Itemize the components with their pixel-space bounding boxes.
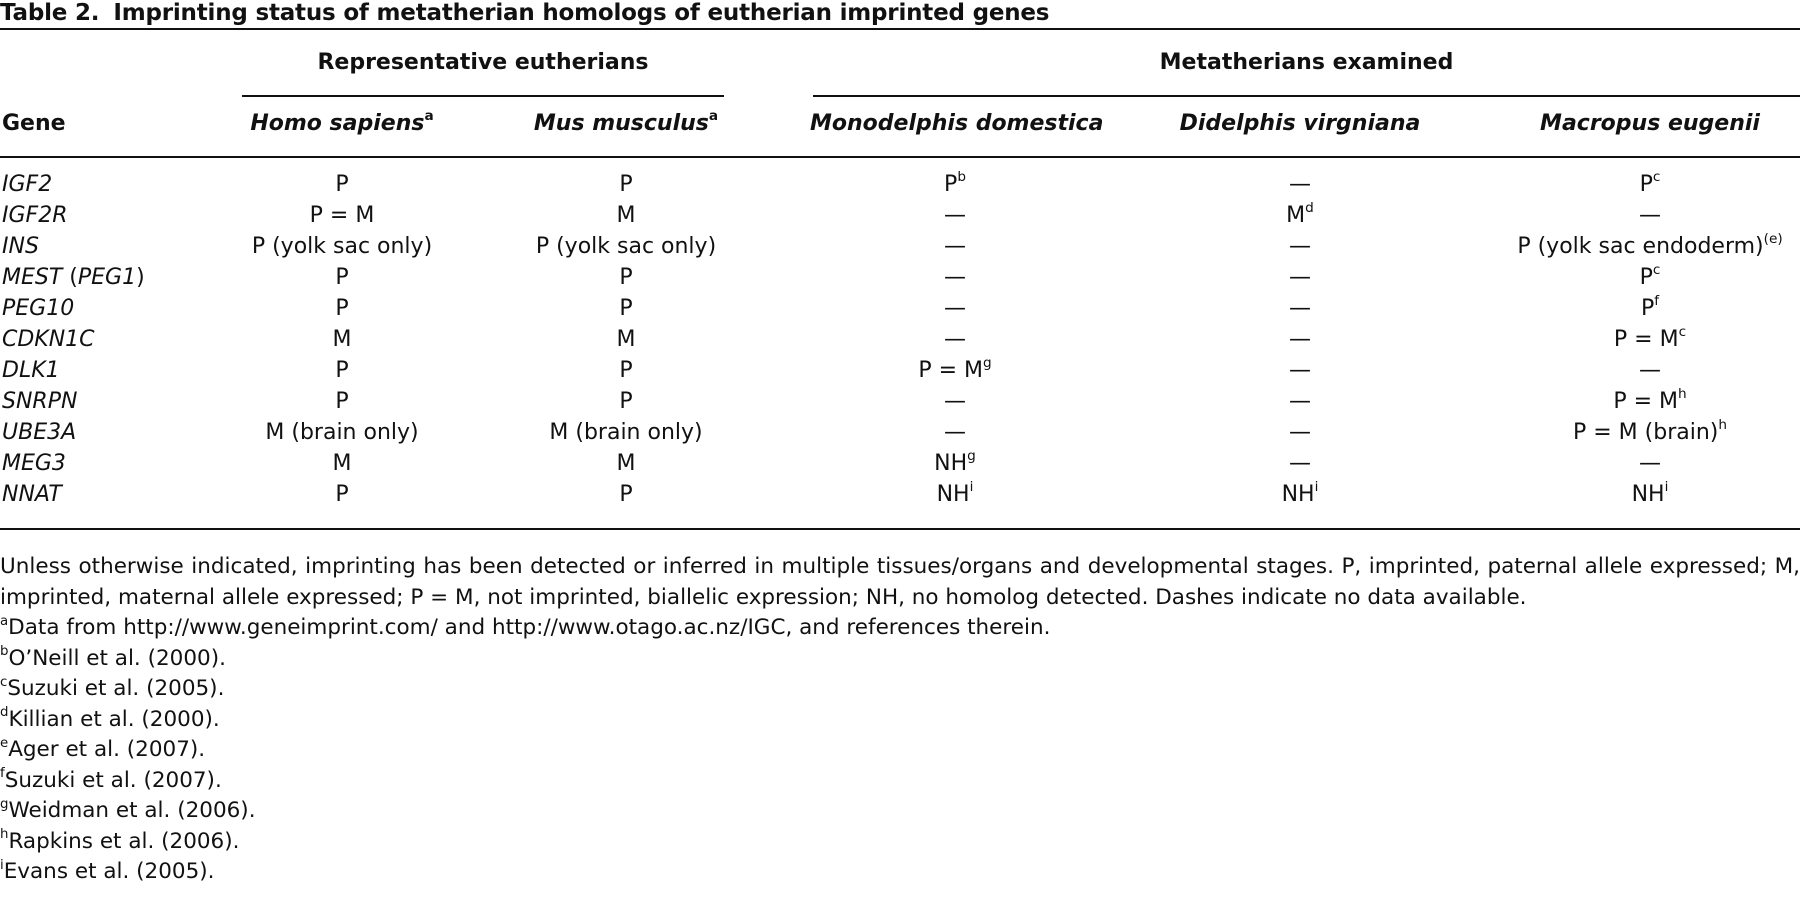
cell-mus-musculus: P <box>619 482 633 507</box>
cell-macropus: P (yolk sac endoderm)$^{(e)}$ <box>1517 231 1783 259</box>
cell-mus-musculus: P <box>619 172 633 197</box>
cell-didelphis: — <box>1289 327 1311 352</box>
cell-homo-sapiens: P <box>335 296 349 321</box>
gene-cell: INS <box>2 234 39 259</box>
column-header-didelphis-virgniana: Didelphis virgniana <box>1179 111 1421 136</box>
cell-monodelphis: $NH^i$ <box>936 479 974 507</box>
cell-homo-sapiens: P <box>335 172 349 197</box>
footnote-list <box>0 613 1800 888</box>
group-header-eutherians: Representative eutherians <box>317 50 649 75</box>
column-header-macropus-eugenii: Macropus eugenii <box>1540 111 1760 136</box>
cell-homo-sapiens: P = M <box>309 203 375 228</box>
cell-homo-sapiens: P <box>335 389 349 414</box>
cell-monodelphis: — <box>944 234 966 259</box>
footnote-marker: c <box>1678 324 1687 341</box>
cell-didelphis: — <box>1289 451 1311 476</box>
cell-mus-musculus: P <box>619 358 633 383</box>
footnote-marker: c <box>1652 262 1661 279</box>
footnote-marker: d <box>1305 200 1314 217</box>
group-header-metatherians: Metatherians examined <box>1159 50 1454 75</box>
table-row <box>0 231 1800 265</box>
cell-mus-musculus: M <box>616 327 636 352</box>
cell-mus-musculus: P <box>619 296 633 321</box>
table-row <box>0 448 1800 482</box>
top-rule <box>0 28 1800 30</box>
footnote: $^g$Weidman et al. (2006). <box>0 796 256 823</box>
footnote-marker: a <box>708 108 719 125</box>
cell-macropus: P = M (brain)$^h$ <box>1572 417 1727 445</box>
cell-monodelphis: — <box>944 327 966 352</box>
footnote-marker: f <box>1654 293 1660 310</box>
header-rule <box>0 156 1800 158</box>
table-label: Table 2. <box>0 0 100 26</box>
gene-cell: IGF2R <box>2 203 68 228</box>
footnote: $^f$Suzuki et al. (2007). <box>0 766 222 793</box>
column-header-monodelphis-domestica: Monodelphis domestica <box>810 111 1104 136</box>
footnote-marker: g <box>983 355 992 372</box>
footnote-marker: d <box>0 705 9 721</box>
cell-macropus: $P = M^c$ <box>1613 324 1687 352</box>
table-notes <box>0 552 1800 888</box>
cell-mus-musculus: M (brain only) <box>549 420 703 445</box>
footnote-marker: i <box>1664 479 1669 496</box>
table-row <box>0 479 1800 513</box>
footnote: $^d$Killian et al. (2000). <box>0 705 220 732</box>
cell-monodelphis: $P = M^g$ <box>918 355 992 383</box>
footnote: $^i$Evans et al. (2005). <box>0 857 215 884</box>
footnote-marker: b <box>0 644 9 660</box>
footnote-marker: i <box>1314 479 1319 496</box>
table-legend: Unless otherwise indicated, imprinting has been detected or inferred in multiple tissues/organs and developmental stages. P, imprinted, paternal allele expressed; M, imprinted, maternal allele expressed; P = M, not imprinted, biallelic expression; NH, no homolog detected. Dashes indicate no data available. <box>0 554 1800 610</box>
cell-didelphis: — <box>1289 234 1311 259</box>
table-row <box>0 200 1800 234</box>
table-row <box>0 355 1800 389</box>
cell-monodelphis: $P^b$ <box>944 169 966 197</box>
cell-didelphis: — <box>1289 296 1311 321</box>
bottom-rule <box>0 528 1800 530</box>
footnote-marker: h <box>0 827 9 843</box>
cell-didelphis: — <box>1289 420 1311 445</box>
table-row <box>0 169 1800 203</box>
cell-homo-sapiens: M (brain only) <box>265 420 419 445</box>
footnote: $^e$Ager et al. (2007). <box>0 735 206 762</box>
gene-cell: MEG3 <box>2 451 66 476</box>
metatherians-span-rule <box>813 95 1800 97</box>
footnote-marker: c <box>1652 169 1661 186</box>
cell-mus-musculus: P <box>619 265 633 290</box>
cell-monodelphis: $NH^g$ <box>934 448 976 476</box>
table-row <box>0 262 1800 296</box>
cell-macropus: $NH^i$ <box>1631 479 1669 507</box>
footnote-marker: i <box>969 479 974 496</box>
cell-didelphis: — <box>1289 389 1311 414</box>
cell-monodelphis: — <box>944 296 966 321</box>
cell-didelphis: — <box>1289 172 1311 197</box>
footnote: $^b$O’Neill et al. (2000). <box>0 644 226 671</box>
eutherians-span-rule <box>242 95 724 97</box>
table-title <box>0 0 1049 26</box>
footnote-marker: c <box>0 674 8 690</box>
cell-monodelphis: — <box>944 420 966 445</box>
gene-cell: UBE3A <box>2 420 77 445</box>
cell-macropus: — <box>1639 451 1661 476</box>
column-header-mus-musculus: Mus musculus$^a$ <box>533 108 719 136</box>
cell-macropus: — <box>1639 358 1661 383</box>
cell-macropus: — <box>1639 203 1661 228</box>
table-body <box>0 169 1800 513</box>
cell-homo-sapiens: P <box>335 358 349 383</box>
cell-homo-sapiens: M <box>332 327 352 352</box>
gene-cell: DLK1 <box>2 358 60 383</box>
table-row <box>0 293 1800 327</box>
cell-macropus: $P = M^h$ <box>1613 386 1687 414</box>
footnote-marker: e <box>0 735 9 751</box>
footnote: $^c$Suzuki et al. (2005). <box>0 674 225 701</box>
footnote-marker: a <box>0 613 9 629</box>
cell-didelphis: $NH^i$ <box>1281 479 1319 507</box>
column-header-homo-sapiens: Homo sapiens$^a$ <box>250 108 434 136</box>
cell-homo-sapiens: P <box>335 265 349 290</box>
footnote-marker: g <box>967 448 976 465</box>
cell-monodelphis: — <box>944 265 966 290</box>
gene-cell: CDKN1C <box>2 327 95 352</box>
footnote-marker: h <box>1678 386 1687 403</box>
footnote-marker: a <box>424 108 434 125</box>
gene-cell: SNRPN <box>2 389 78 414</box>
table-row <box>0 386 1800 420</box>
footnote: $^a$Data from http://www.geneimprint.com/ and http://www.otago.ac.nz/IGC, and references therein. <box>0 613 1051 640</box>
table-caption: Imprinting status of metatherian homologs of eutherian imprinted genes <box>113 0 1050 26</box>
cell-macropus: $P^f$ <box>1640 293 1660 321</box>
gene-cell: NNAT <box>2 482 62 507</box>
cell-mus-musculus: P <box>619 389 633 414</box>
footnote-marker: b <box>957 169 966 186</box>
footnote-marker: g <box>0 796 9 812</box>
cell-mus-musculus: M <box>616 451 636 476</box>
footnote-marker: i <box>0 857 4 873</box>
cell-didelphis: — <box>1289 358 1311 383</box>
gene-cell: IGF2 <box>2 172 53 197</box>
cell-monodelphis: — <box>944 203 966 228</box>
cell-monodelphis: — <box>944 389 966 414</box>
cell-didelphis: $M^d$ <box>1286 200 1314 228</box>
cell-didelphis: — <box>1289 265 1311 290</box>
gene-cell: PEG10 <box>2 296 75 321</box>
cell-mus-musculus: M <box>616 203 636 228</box>
cell-homo-sapiens: M <box>332 451 352 476</box>
cell-macropus: $P^c$ <box>1639 262 1661 290</box>
table-row <box>0 324 1800 358</box>
column-header-gene: Gene <box>2 111 66 136</box>
cell-macropus: $P^c$ <box>1639 169 1661 197</box>
gene-cell: MEST (PEG1) <box>2 265 145 290</box>
table-row <box>0 417 1800 451</box>
footnote-marker: f <box>0 766 5 782</box>
cell-mus-musculus: P (yolk sac only) <box>535 234 717 259</box>
footnote-marker: (e) <box>1763 231 1783 248</box>
cell-homo-sapiens: P (yolk sac only) <box>251 234 433 259</box>
cell-homo-sapiens: P <box>335 482 349 507</box>
footnote-marker: h <box>1718 417 1727 434</box>
footnote: $^h$Rapkins et al. (2006). <box>0 827 240 854</box>
